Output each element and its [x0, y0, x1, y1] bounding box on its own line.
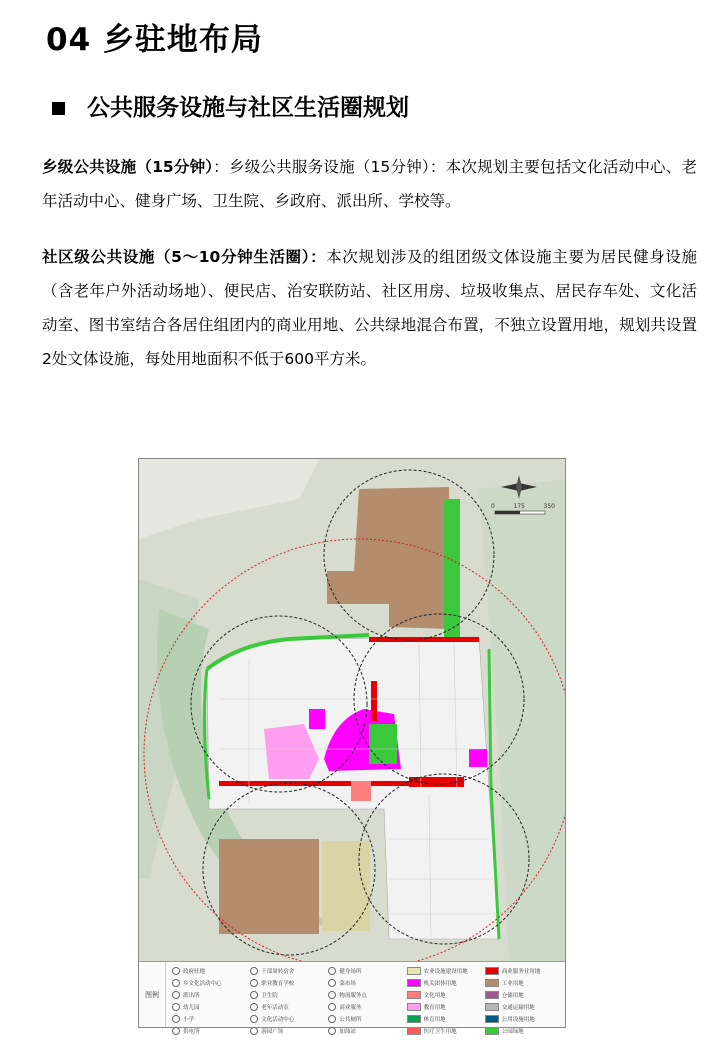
legend-item — [250, 978, 326, 988]
paragraph-lead: 社区级公共设施（5～10分钟生活圈）： — [42, 248, 327, 266]
page-title: 04 乡驻地布局 — [46, 22, 263, 58]
legend-item — [328, 1026, 404, 1036]
legend-symbol-icon — [328, 991, 336, 999]
legend-item — [407, 978, 483, 988]
legend-label: 公用设施用地 — [501, 1017, 535, 1023]
legend-label: 文化活动中心 — [261, 1017, 295, 1023]
legend-label: 职业教育学校 — [261, 981, 295, 987]
legend-label: 仓储用地 — [501, 993, 524, 999]
legend-symbol-icon — [172, 979, 180, 987]
legend-label: 小学 — [183, 1017, 195, 1023]
planning-map — [138, 458, 566, 1035]
legend-label: 文化用地 — [423, 993, 446, 999]
legend-item — [250, 966, 326, 976]
legend-swatch — [485, 991, 499, 999]
legend-item — [172, 990, 248, 1000]
commercial-strip — [371, 681, 377, 721]
legend-label: 加油站 — [339, 1029, 356, 1035]
scale-bar — [495, 511, 545, 514]
legend-label: 公共厕所 — [339, 1017, 362, 1023]
legend-symbol-icon — [250, 1015, 258, 1023]
legend-item — [328, 1014, 404, 1024]
legend-symbol-icon — [250, 979, 258, 987]
section-heading — [52, 88, 409, 128]
legend-item — [172, 1002, 248, 1012]
legend-label: 健身场所 — [339, 969, 362, 975]
legend-symbol-icon — [250, 991, 258, 999]
legend-label: 卫生院 — [261, 993, 278, 999]
map-legend — [139, 961, 565, 1035]
legend-symbol-icon — [172, 1003, 180, 1011]
legend-item — [172, 1026, 248, 1036]
legend-symbol-icon — [172, 967, 180, 975]
section-heading-text: 公共服务设施与社区生活圈规划 — [87, 95, 409, 121]
paragraph-body: 本次规划涉及的组团级文体设施主要为居民健身设施（含老年户外活动场地）、便民店、治安联防站、社区用房、垃圾收集点、居民存车处、文化活动室、图书室结合各居住组团内的商业用地、公共绿地混合布置，不独立设置用地，规划共设置2处文体设施，每处用地面积不低于600平方米。 — [42, 248, 697, 368]
legend-title: 图例 — [139, 962, 166, 1027]
legend-label: 商业服务 — [339, 1005, 362, 1011]
legend-label: 商业服务业用地 — [501, 969, 541, 975]
legend-label: 工业用地 — [501, 981, 524, 987]
legend-label: 游园广场 — [261, 1029, 284, 1035]
scale-label: 0 — [491, 503, 495, 510]
government-land — [309, 709, 325, 729]
legend-label: 菜市场 — [339, 981, 356, 987]
legend-symbol-icon — [250, 1027, 258, 1035]
legend-item — [250, 1014, 326, 1024]
legend-swatch — [407, 979, 421, 987]
legend-label: 农业设施建设用地 — [423, 969, 468, 975]
legend-label: 机关团体用地 — [423, 981, 457, 987]
agricultural-facility-land — [322, 841, 370, 931]
legend-symbol-icon — [172, 1015, 180, 1023]
legend-item — [485, 1026, 561, 1036]
legend-item — [407, 966, 483, 976]
scale-label: 350 — [543, 503, 555, 510]
paragraph-lead: 乡级公共设施（15分钟） — [42, 158, 214, 176]
legend-label: 医疗卫生用地 — [423, 1029, 457, 1035]
legend-symbol-icon — [328, 967, 336, 975]
legend-label: 干部周转宿舍 — [261, 969, 295, 975]
legend-item — [328, 1002, 404, 1012]
legend-swatch — [485, 979, 499, 987]
commercial-strip — [369, 637, 479, 642]
legend-item — [485, 990, 561, 1000]
government-land — [469, 749, 487, 767]
legend-label: 公园绿地 — [501, 1029, 524, 1035]
legend-item — [172, 1014, 248, 1024]
legend-item — [172, 978, 248, 988]
legend-swatch — [485, 1003, 499, 1011]
paragraph-community-facilities — [42, 240, 697, 376]
legend-label: 体育用地 — [423, 1017, 446, 1023]
legend-item — [485, 966, 561, 976]
legend-label: 幼儿园 — [183, 1005, 200, 1011]
legend-swatch — [407, 991, 421, 999]
legend-symbol-icon — [250, 1003, 258, 1011]
industrial-land — [219, 839, 319, 934]
legend-symbol-icon — [172, 1027, 180, 1035]
legend-swatch — [407, 1027, 421, 1035]
legend-swatch — [485, 967, 499, 975]
legend-swatch — [407, 967, 421, 975]
park-green-land — [444, 499, 460, 639]
legend-symbol-icon — [328, 1003, 336, 1011]
legend-label: 派出所 — [183, 993, 200, 999]
legend-item — [250, 1026, 326, 1036]
legend-item — [250, 990, 326, 1000]
map-drawing — [139, 459, 565, 961]
legend-symbol-icon — [250, 967, 258, 975]
legend-symbol-icon — [328, 979, 336, 987]
legend-symbol-icon — [328, 1027, 336, 1035]
legend-swatch — [485, 1027, 499, 1035]
legend-item — [407, 1014, 483, 1024]
legend-item — [407, 990, 483, 1000]
scale-label: 175 — [513, 503, 525, 510]
paragraph-body: ：乡级公共服务设施（15分钟）：本次规划主要包括文化活动中心、老年活动中心、健身广场、卫生院、乡政府、派出所、学校等。 — [42, 158, 697, 210]
legend-symbol-icon — [172, 991, 180, 999]
legend-label: 政府驻地 — [183, 969, 206, 975]
legend-item — [250, 1002, 326, 1012]
legend-label: 物流服务点 — [339, 993, 367, 999]
culture-land — [351, 781, 371, 801]
legend-item — [485, 1002, 561, 1012]
legend-label: 乡文化活动中心 — [183, 981, 222, 987]
legend-item — [407, 1026, 483, 1036]
legend-item — [485, 1014, 561, 1024]
legend-label: 教育用地 — [423, 1005, 446, 1011]
legend-item — [172, 966, 248, 976]
scale-labels — [491, 503, 555, 510]
legend-symbol-icon — [328, 1015, 336, 1023]
legend-item — [485, 978, 561, 988]
legend-item — [328, 978, 404, 988]
legend-item — [328, 990, 404, 1000]
legend-label: 交通运输用地 — [501, 1005, 535, 1011]
legend-label: 供电所 — [183, 1029, 200, 1035]
paragraph-township-facilities — [42, 150, 697, 218]
legend-item — [328, 966, 404, 976]
legend-item — [407, 1002, 483, 1012]
legend-grid — [166, 962, 565, 1035]
sports-land — [369, 724, 397, 764]
legend-label: 老年活动室 — [261, 1005, 289, 1011]
square-bullet-icon — [52, 102, 65, 115]
legend-swatch — [485, 1015, 499, 1023]
legend-swatch — [407, 1015, 421, 1023]
legend-swatch — [407, 1003, 421, 1011]
